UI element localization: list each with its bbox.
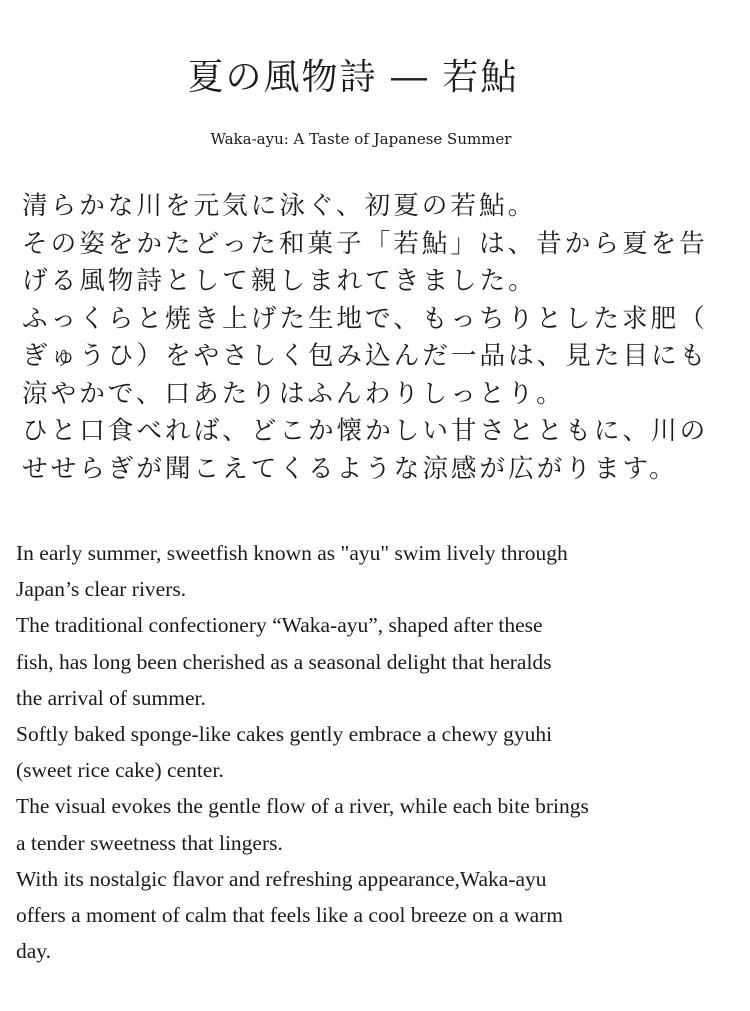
english-paragraph	[16, 535, 738, 969]
english-text-line: Softly baked sponge-like cakes gently embrace a chewy gyuhi	[16, 721, 553, 746]
english-text-line: a tender sweetness that lingers.	[16, 830, 283, 855]
english-text-line: the arrival of summer.	[16, 685, 206, 710]
english-text-line: fish, has long been cherished as a seasonal delight that heralds	[16, 649, 552, 674]
page-subtitle: Waka-ayu: A Taste of Japanese Summer	[210, 130, 512, 148]
japanese-text-line: げる風物詩として親しまれてきました。	[22, 266, 537, 296]
english-text-line: In early summer, sweetfish known as "ayu" swim lively through	[16, 541, 568, 565]
english-text-line: offers a moment of calm that feels like a cool breeze on a warm	[16, 902, 564, 927]
english-text-line: Japan’s clear rivers.	[16, 577, 187, 602]
japanese-text-line: ひと口食べれば、どこか懐かしい甘さとともに、川の	[22, 416, 709, 446]
japanese-text-line: 清らかな川を元気に泳ぐ、初夏の若鮎。	[22, 191, 537, 221]
japanese-text-line: ぎゅうひ）をやさしく包み込んだ一品は、見た目にも	[22, 341, 709, 371]
page-title: 夏の風物詩 ― 若鮎	[187, 57, 519, 98]
japanese-paragraph	[22, 188, 737, 488]
japanese-text-line: ふっくらと焼き上げた生地で、もっちりとした求肥（	[22, 303, 708, 334]
english-text-line: (sweet rice cake) center.	[16, 758, 224, 783]
english-text-line: The traditional confectionery “Waka-ayu”, shaped after these	[16, 613, 543, 638]
english-text-line: The visual evokes the gentle flow of a river, while each bite brings	[16, 794, 589, 819]
japanese-text-line: せせらぎが聞こえてくるような涼感が広がります。	[22, 453, 678, 484]
english-text-line: With its nostalgic flavor and refreshing appearance,Waka-ayu	[16, 866, 547, 891]
english-text-line: day.	[16, 939, 52, 964]
japanese-text-line: その姿をかたどった和菓子「若鮎」は、昔から夏を告	[22, 228, 708, 259]
japanese-text-line: 涼やかで、口あたりはふんわりしっとり。	[22, 378, 565, 409]
